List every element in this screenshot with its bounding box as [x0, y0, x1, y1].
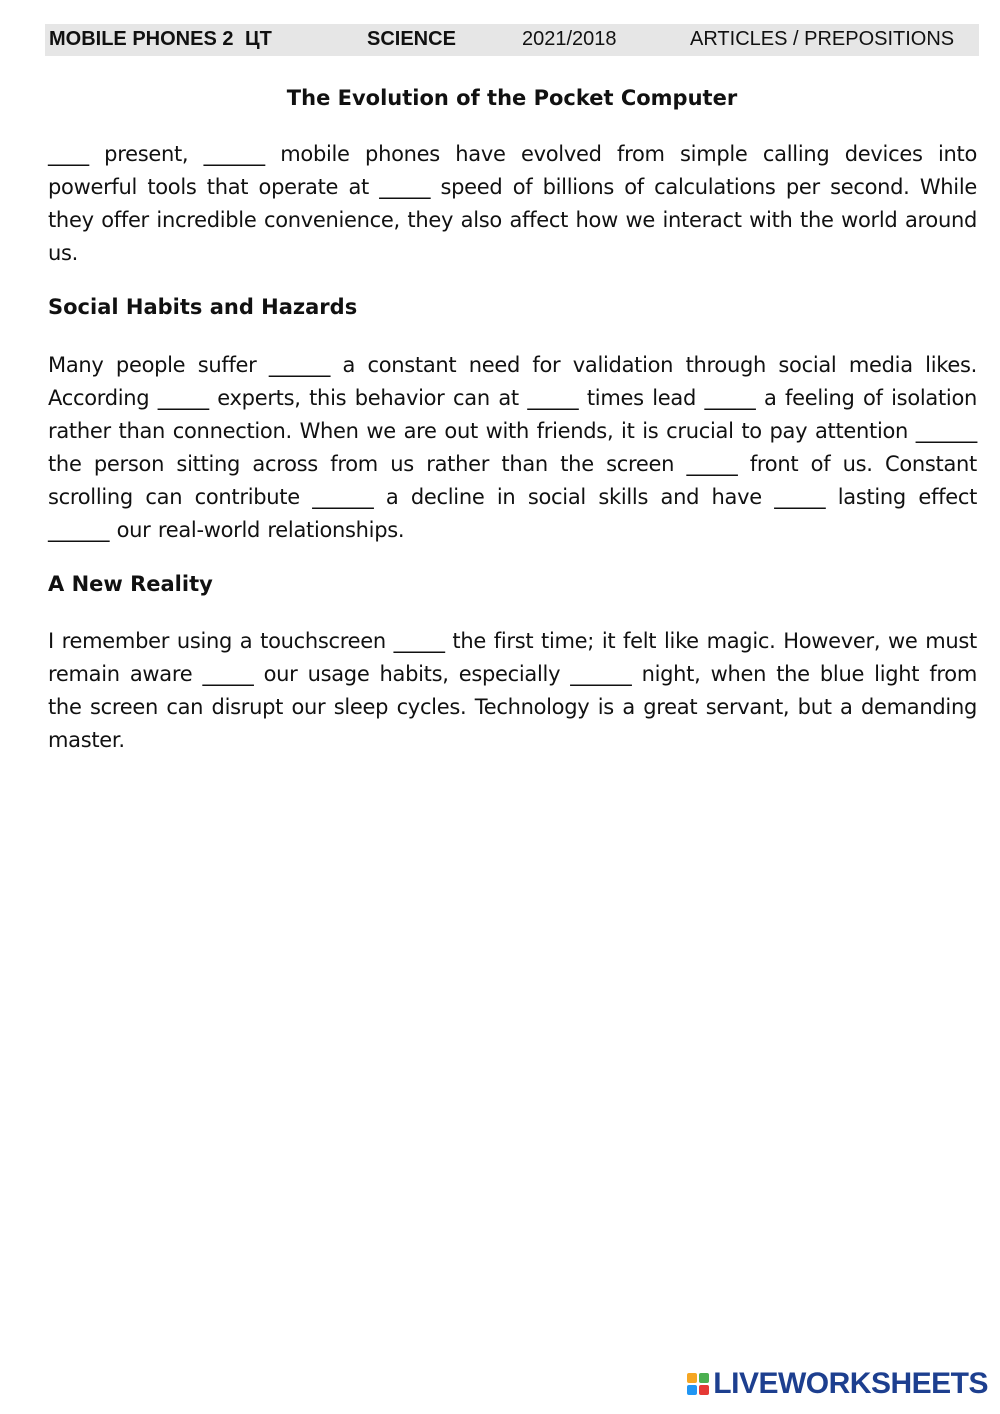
- logo-square-3: [687, 1385, 697, 1395]
- worksheet-header: [45, 24, 979, 56]
- header-subject: SCIENCE: [367, 28, 456, 50]
- logo-text: LIVEWORKSHEETS: [713, 1367, 988, 1400]
- section-heading-new-reality: A New Reality: [48, 572, 213, 596]
- logo-square-1: [687, 1373, 697, 1383]
- logo-square-2: [699, 1373, 709, 1383]
- liveworksheets-logo: [687, 1368, 988, 1400]
- section-paragraph-social-habits: Many people suffer ______ a constant need for validation through social media likes. According _____ experts, this behavior can at _____ times lead _____ a feeling of isolation rather than connection. When we are out with friends, it is crucial to pay attention ______ the person sitting across from us rather than the screen _____ front of us. Constant scrolling can contribute ______ a decline in social skills and have _____ lasting effect ______ our real-world relationships.: [48, 353, 977, 542]
- header-year: 2021/2018: [522, 28, 617, 50]
- header-title: MOBILE PHONES 2: [49, 28, 234, 50]
- section-paragraph-new-reality: I remember using a touchscreen _____ the first time; it felt like magic. However, we must remain aware _____ our usage habits, especially ______ night, when the blue light from the screen can disrupt our sleep cycles. Technology is a great servant, but a demanding master.: [48, 629, 977, 752]
- intro-paragraph: ____ present, ______ mobile phones have evolved from simple calling devices into powerful tools that operate at _____ speed of billions of calculations per second. While they offer incredible convenience, they also affect how we interact with the world around us.: [48, 142, 977, 265]
- header-topic: ARTICLES / PREPOSITIONS: [690, 28, 955, 50]
- section-heading-social-habits: Social Habits and Hazards: [48, 295, 358, 319]
- header-code: ЦТ: [245, 28, 272, 50]
- liveworksheets-logo-icon: [687, 1373, 709, 1395]
- document-title: The Evolution of the Pocket Computer: [286, 86, 738, 110]
- logo-square-4: [699, 1385, 709, 1395]
